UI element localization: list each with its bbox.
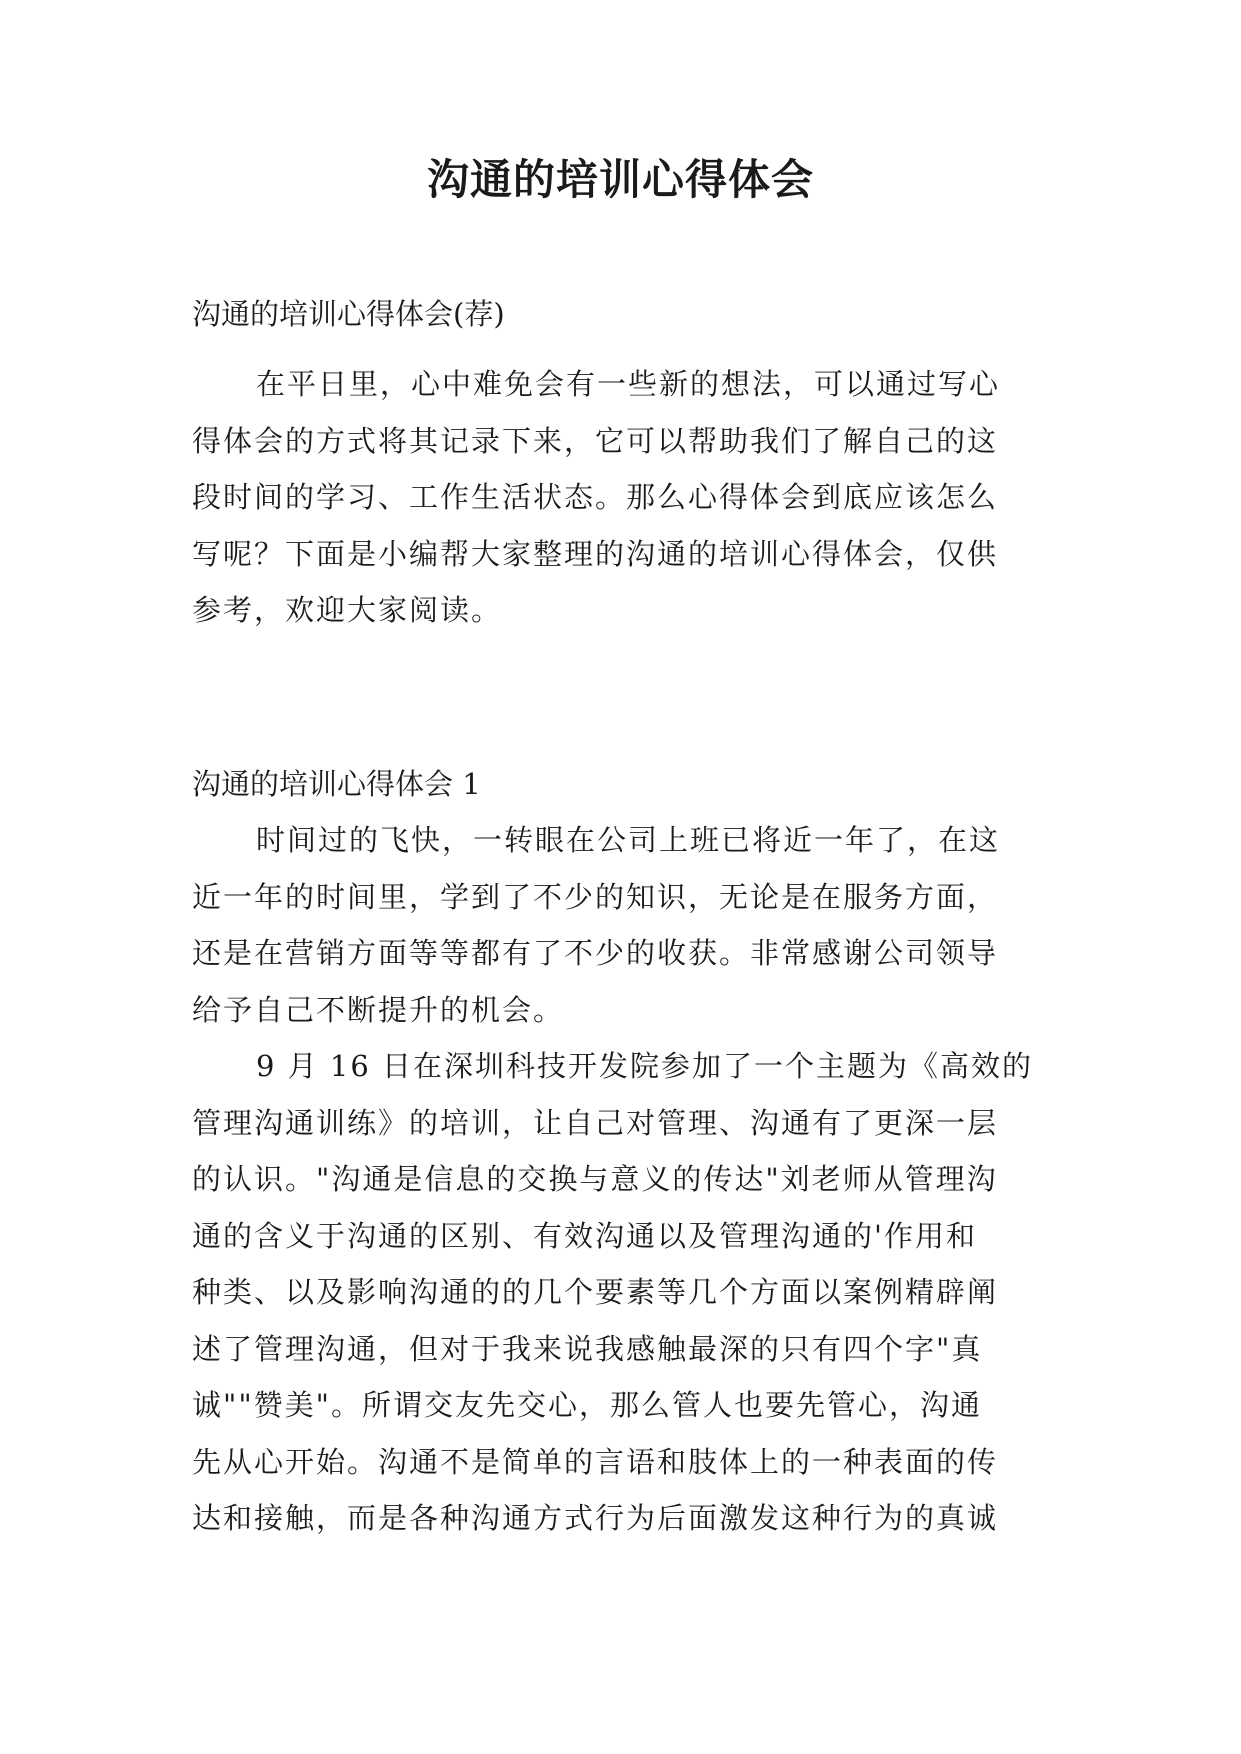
paragraph-line: 诚""赞美"。所谓交友先交心，那么管人也要先管心，沟通 (192, 1388, 983, 1422)
paragraph-line: 通的含义于沟通的区别、有效沟通以及管理沟通的'作用和 (192, 1218, 977, 1253)
body-paragraph-1 (192, 812, 1062, 1038)
paragraph-line: 9 月 16 日在深圳科技开发院参加了一个主题为《高效的 (256, 1049, 1034, 1083)
section-heading: 沟通的培训心得体会 1 (192, 767, 481, 801)
paragraph-line: 时间过的飞快，一转眼在公司上班已将近一年了，在这 (256, 823, 1001, 857)
paragraph-line: 先从心开始。沟通不是简单的言语和肢体上的一种表面的传 (192, 1444, 999, 1479)
paragraph-line: 的认识。"沟通是信息的交换与意义的传达"刘老师从管理沟 (192, 1162, 998, 1196)
paragraph-line: 给予自己不断提升的机会。 (192, 992, 565, 1027)
paragraph-line: 还是在营销方面等等都有了不少的收获。非常感谢公司领导 (192, 936, 999, 970)
intro-line: 得体会的方式将其记录下来，它可以帮助我们了解自己的这 (192, 423, 999, 458)
document-title: 沟通的培训心得体会 (426, 155, 814, 204)
body-paragraph-2 (192, 1038, 1062, 1547)
paragraph-line: 种类、以及影响沟通的的几个要素等几个方面以案例精辟阐 (192, 1275, 999, 1309)
intro-paragraph (192, 356, 1062, 639)
intro-line: 参考，欢迎大家阅读。 (192, 593, 503, 627)
intro-line: 段时间的学习、工作生活状态。那么心得体会到底应该怎么 (192, 480, 999, 514)
intro-line: 写呢？下面是小编帮大家整理的沟通的培训心得体会，仅供 (192, 536, 999, 571)
document-subtitle: 沟通的培训心得体会(荐) (192, 297, 505, 331)
paragraph-line: 达和接触，而是各种沟通方式行为后面激发这种行为的真诚 (192, 1501, 999, 1535)
paragraph-line: 近一年的时间里，学到了不少的知识，无论是在服务方面， (192, 879, 999, 914)
intro-line: 在平日里，心中难免会有一些新的想法，可以通过写心 (256, 367, 1001, 401)
paragraph-line: 管理沟通训练》的培训，让自己对管理、沟通有了更深一层 (192, 1105, 999, 1140)
paragraph-line: 述了管理沟通，但对于我来说我感触最深的只有四个字"真 (192, 1331, 983, 1366)
